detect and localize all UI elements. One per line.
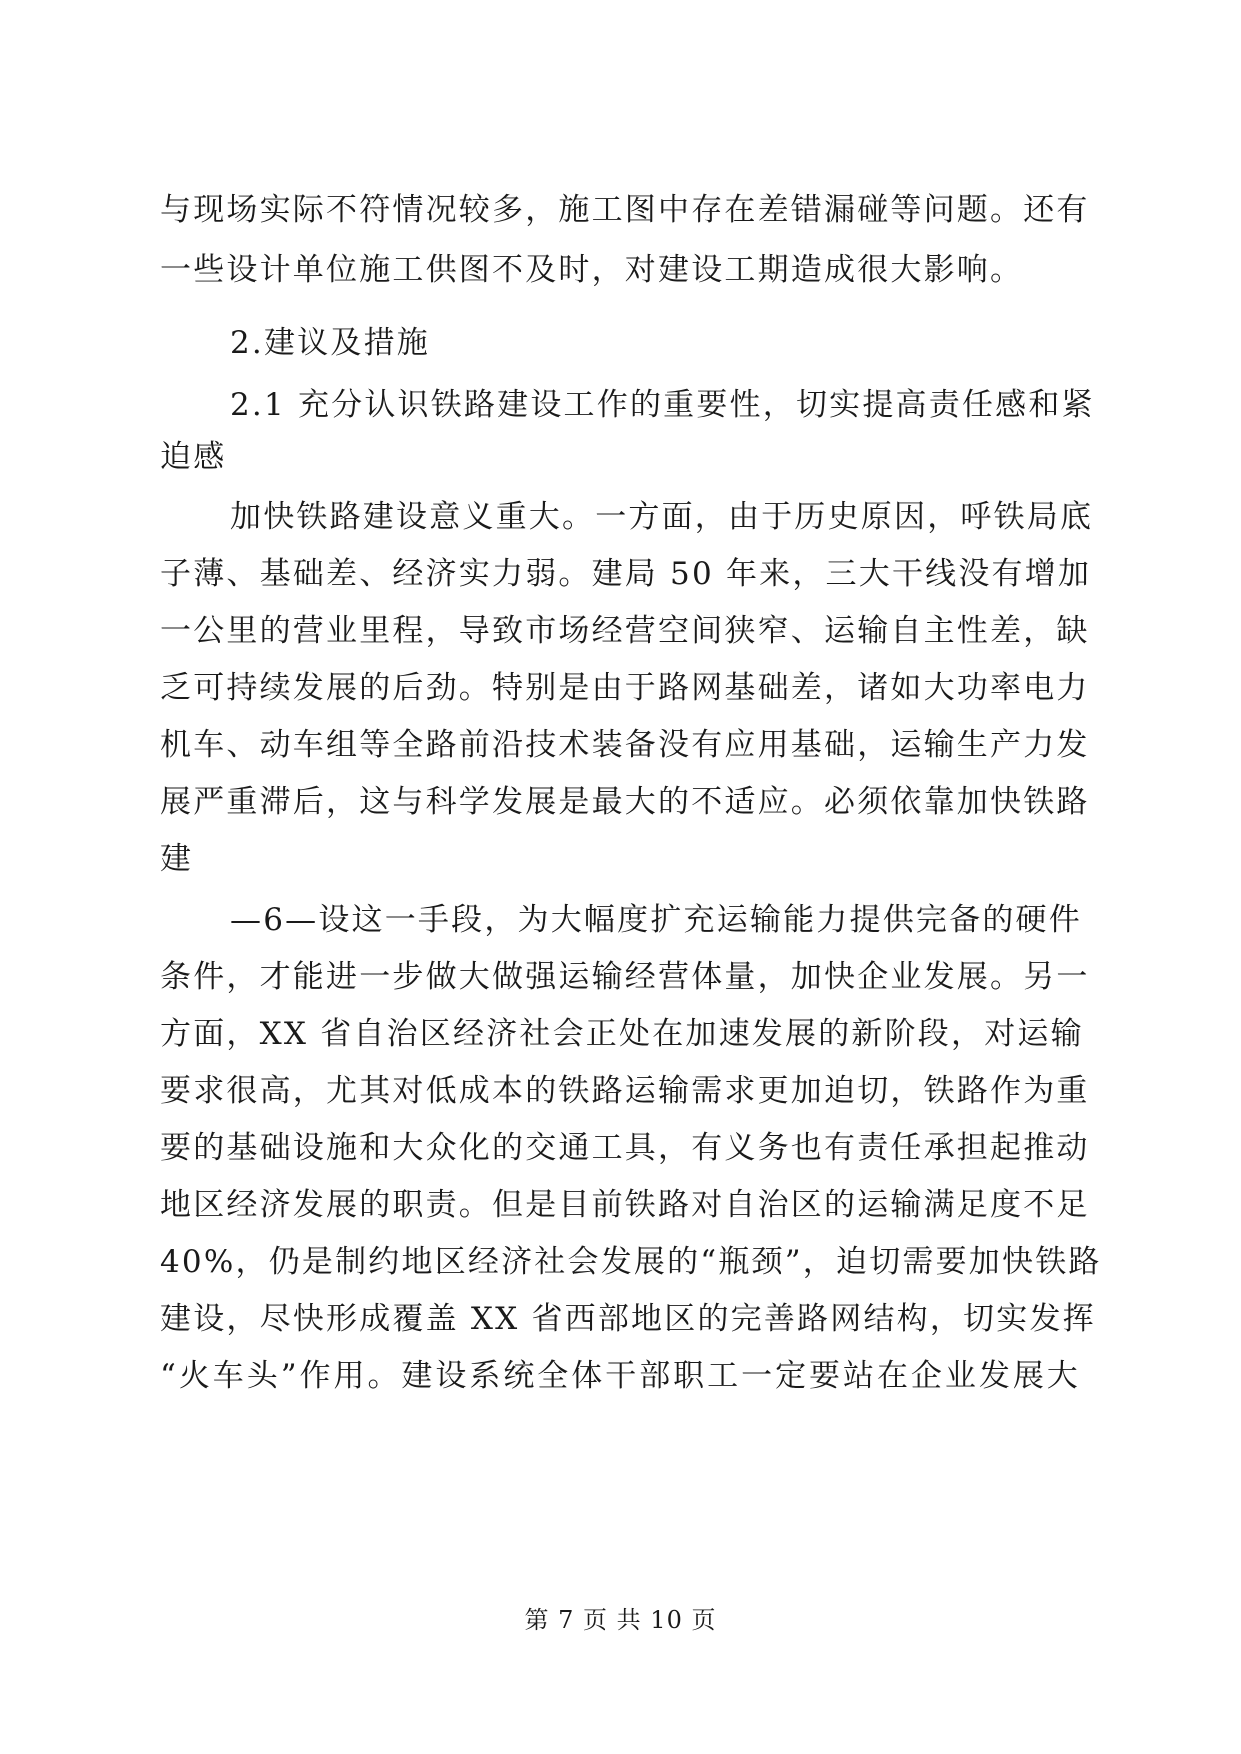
paragraph-2-line-9: “火车头”作用。建设系统全体干部职工一定要站在企业发展大 xyxy=(160,1358,1080,1394)
paragraph-1-line-6: 展严重滞后，这与科学发展是最大的不适应。必须依靠加快铁路 xyxy=(160,784,1090,820)
paragraph-1-line-3: 一公里的营业里程，导致市场经营空间狭窄、运输自主性差，缺 xyxy=(160,613,1090,649)
paragraph-2-line-8: 建设，尽快形成覆盖 XX 省西部地区的完善路网结构，切实发挥 xyxy=(160,1301,1096,1337)
paragraph-1-line-4: 乏可持续发展的后劲。特别是由于路网基础差，诸如大功率电力 xyxy=(160,670,1090,706)
subsection-heading-line-1: 2.1 充分认识铁路建设工作的重要性，切实提高责任感和紧 xyxy=(230,387,1095,423)
paragraph-2-line-6: 地区经济发展的职责。但是目前铁路对自治区的运输满足度不足 xyxy=(160,1187,1090,1223)
paragraph-2-line-3: 方面，XX 省自治区经济社会正处在加速发展的新阶段，对运输 xyxy=(160,1016,1084,1052)
subsection-heading-line-2: 迫感 xyxy=(160,439,227,475)
paragraph-1-line-1: 加快铁路建设意义重大。一方面，由于历史原因，呼铁局底 xyxy=(230,499,1094,535)
text-line-2: 一些设计单位施工供图不及时，对建设工期造成很大影响。 xyxy=(160,252,1024,288)
paragraph-2-line-2: 条件，才能进一步做大做强运输经营体量，加快企业发展。另一 xyxy=(160,959,1090,995)
paragraph-2-line-7: 40%，仍是制约地区经济社会发展的“瓶颈”，迫切需要加快铁路 xyxy=(160,1244,1102,1280)
paragraph-2-line-4: 要求很高，尤其对低成本的铁路运输需求更加迫切，铁路作为重 xyxy=(160,1073,1090,1109)
paragraph-2-line-1: —6—设这一手段，为大幅度扩充运输能力提供完备的硬件 xyxy=(230,902,1082,938)
paragraph-2-line-5: 要的基础设施和大众化的交通工具，有义务也有责任承担起推动 xyxy=(160,1130,1090,1166)
paragraph-1-line-2: 子薄、基础差、经济实力弱。建局 50 年来，三大干线没有增加 xyxy=(160,556,1092,592)
paragraph-1-line-7: 建 xyxy=(160,841,194,877)
section-heading: 2.建议及措施 xyxy=(230,325,430,361)
text-line-1: 与现场实际不符情况较多，施工图中存在差错漏碰等问题。还有 xyxy=(160,192,1090,228)
paragraph-1-line-5: 机车、动车组等全路前沿技术装备没有应用基础，运输生产力发 xyxy=(160,727,1090,763)
page-footer: 第 7 页 共 10 页 xyxy=(524,1606,717,1634)
